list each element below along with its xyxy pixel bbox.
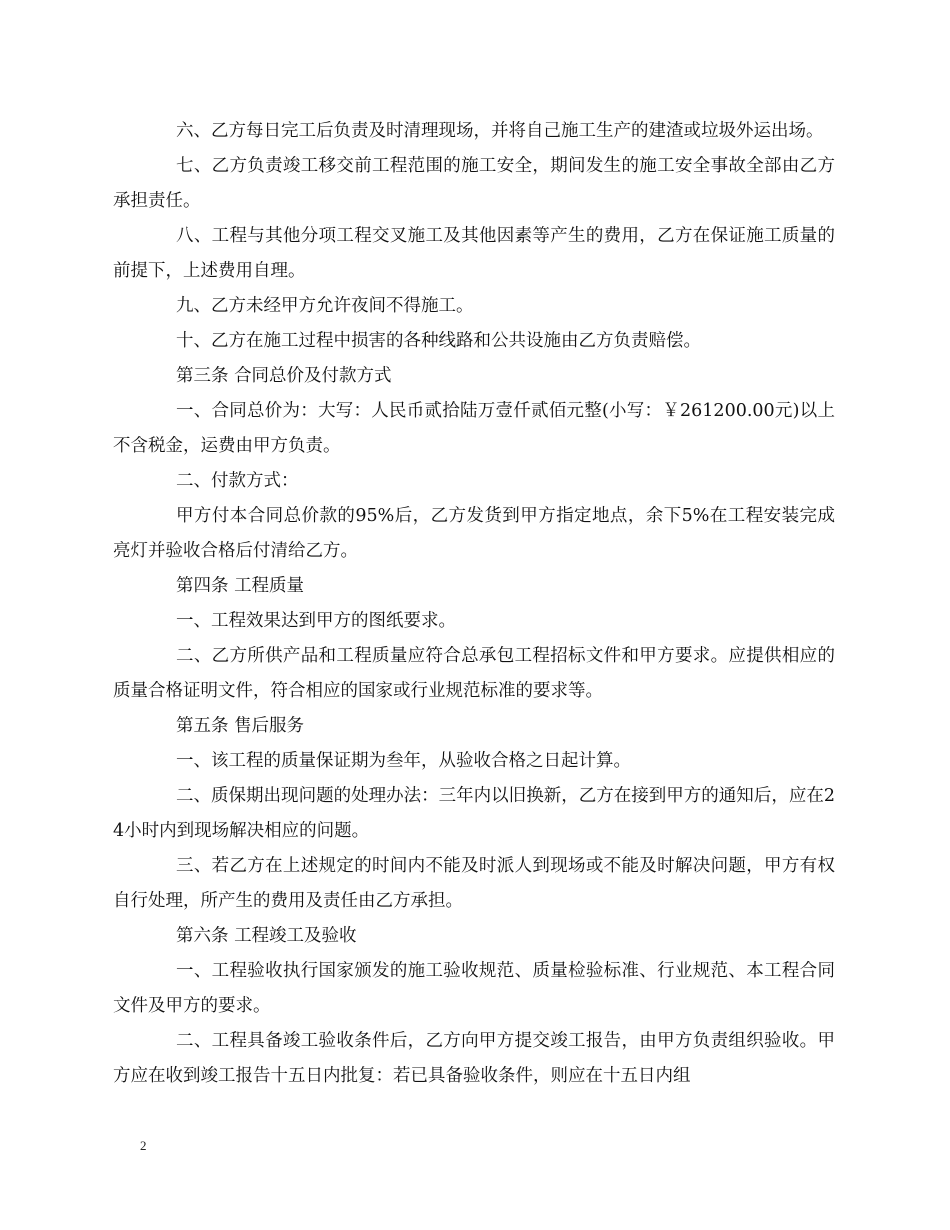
paragraph-acceptance-2: 二、工程具备竣工验收条件后，乙方向甲方提交竣工报告，由甲方负责组织验收。甲方应在收到竣工报告十五日内批复：若已具备验收条件，则应在十五日内组: [113, 1031, 835, 1086]
section-heading-article-4: 第四条 工程质量: [176, 576, 305, 596]
paragraph-clause-8: 八、工程与其他分项工程交叉施工及其他因素等产生的费用，乙方在保证施工质量的前提下，上述费用自理。: [113, 226, 835, 281]
section-heading-article-5: 第五条 售后服务: [176, 716, 305, 736]
paragraph-clause-7: 七、乙方负责竣工移交前工程范围的施工安全，期间发生的施工安全事故全部由乙方承担责任。: [113, 156, 835, 211]
paragraph-acceptance-1: 一、工程验收执行国家颁发的施工验收规范、质量检验标准、行业规范、本工程合同文件及甲方的要求。: [113, 961, 835, 1016]
paragraph-quality-1: 一、工程效果达到甲方的图纸要求。: [176, 611, 456, 631]
section-heading-article-3: 第三条 合同总价及付款方式: [176, 366, 392, 386]
paragraph-payment-method-label: 二、付款方式：: [176, 471, 299, 491]
page-number: 2: [140, 1138, 147, 1153]
paragraph-service-1: 一、该工程的质量保证期为叁年，从验收合格之日起计算。: [176, 751, 631, 771]
document-body: [113, 114, 835, 1094]
paragraph-contract-price: 一、合同总价为：大写：人民币贰拾陆万壹仟贰佰元整(小写：￥261200.00元)以上不含税金，运费由甲方负责。: [113, 401, 835, 456]
paragraph-quality-2: 二、乙方所供产品和工程质量应符合总承包工程招标文件和甲方要求。应提供相应的质量合格证明文件，符合相应的国家或行业规范标准的要求等。: [113, 646, 835, 701]
paragraph-clause-10: 十、乙方在施工过程中损害的各种线路和公共设施由乙方负责赔偿。: [176, 331, 701, 351]
paragraph-service-2: 二、质保期出现问题的处理办法：三年内以旧换新，乙方在接到甲方的通知后，应在24小时内到现场解决相应的问题。: [113, 786, 835, 841]
paragraph-service-3: 三、若乙方在上述规定的时间内不能及时派人到现场或不能及时解决问题，甲方有权自行处理，所产生的费用及责任由乙方承担。: [113, 856, 835, 911]
paragraph-clause-6: 六、乙方每日完工后负责及时清理现场，并将自己施工生产的建渣或垃圾外运出场。: [176, 121, 824, 141]
paragraph-clause-9: 九、乙方未经甲方允许夜间不得施工。: [176, 296, 474, 316]
section-heading-article-6: 第六条 工程竣工及验收: [176, 926, 357, 946]
paragraph-payment-terms: 甲方付本合同总价款的95%后，乙方发货到甲方指定地点，余下5%在工程安装完成亮灯并验收合格后付清给乙方。: [113, 506, 835, 561]
